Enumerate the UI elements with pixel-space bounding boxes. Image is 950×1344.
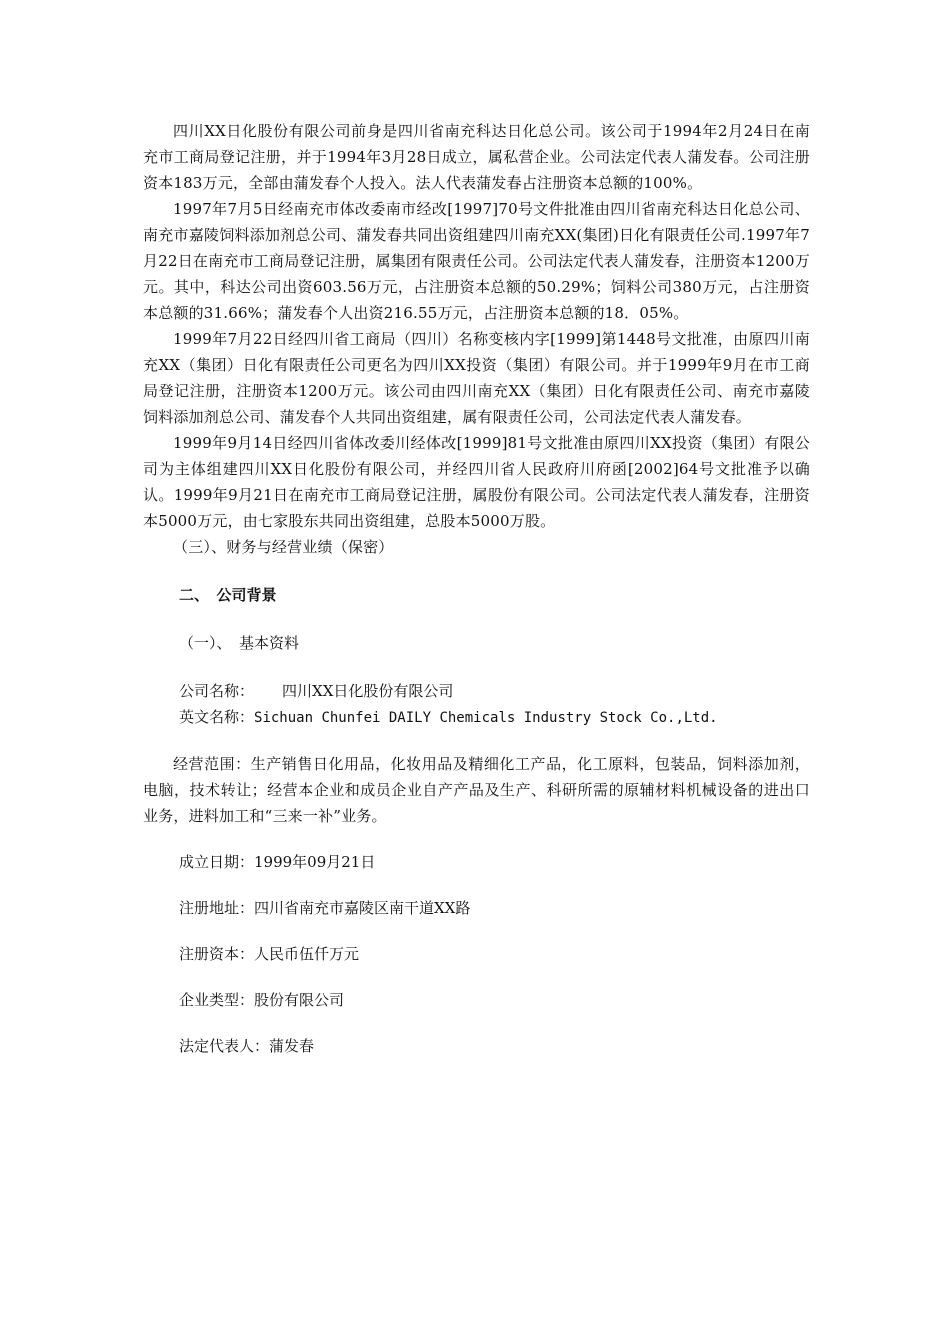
company-name-label: 公司名称： xyxy=(179,682,255,700)
registered-capital: 注册资本：人民币伍仟万元 xyxy=(179,945,360,963)
paragraph-finance-note: （三）、财务与经营业绩（保密） xyxy=(173,538,394,556)
paragraph-history-3: 1999年7月22日经四川省工商局（四川）名称变核内字[1999]第1448号文批准，由原四川南充XX（集团）日化有限责任公司更名为四川XX投资（集团）有限公司。并于1999年9月在市工商局登记注册，注册资本1200万元。该公司由四川南充XX（集团）日化有限责任公司、南充市嘉陵饲料添加剂总公司、蒲发春个人共同出资组建，属有限责任公司，公司法定代表人蒲发春。 xyxy=(143,330,810,426)
english-name-row xyxy=(143,704,810,731)
registered-address: 注册地址：四川省南充市嘉陵区南干道XX路 xyxy=(179,899,471,917)
subsection-heading-basic-info: （一）、 基本资料 xyxy=(179,634,300,652)
paragraph-history-2: 1997年7月5日经南充市体改委南市经改[1997]70号文件批准由四川省南充科达日化总公司、南充市嘉陵饲料添加剂总公司、蒲发春共同出资组建四川南充XX(集团)日化有限责任公司.1997年7月22日在南充市工商局登记注册，属集团有限责任公司。公司法定代表人蒲发春，注册资本1200万元。其中，科达公司出资603.56万元，占注册资本总额的50.29%；饲料公司380万元，占注册资本总额的31.66%；蒲发春个人出资216.55万元，占注册资本总额的18．05%。 xyxy=(143,200,810,322)
business-scope: 经营范围：生产销售日化用品，化妆用品及精细化工产品，化工原料，包装品，饲料添加剂，电脑，技术转让；经营本企业和成员企业自产产品及生产、科研所需的原辅材料机械设备的进出口业务，进料加工和“三来一补”业务。 xyxy=(143,755,810,825)
enterprise-type: 企业类型：股份有限公司 xyxy=(179,991,345,1009)
paragraph-history-1: 四川XX日化股份有限公司前身是四川省南充科达日化总公司。该公司于1994年2月24日在南充市工商局登记注册，并于1994年3月28日成立，属私营企业。公司法定代表人蒲发春。公司注册资本183万元，全部由蒲发春个人投入。法人代表蒲发春占注册资本总额的100%。 xyxy=(143,122,810,192)
english-name-label: 英文名称： xyxy=(179,708,255,726)
english-name-value: Sichuan Chunfei DAILY Chemicals Industry Stock Co.,Ltd. xyxy=(254,710,718,726)
company-name-row xyxy=(143,678,810,704)
legal-representative: 法定代表人：蒲发春 xyxy=(179,1037,315,1055)
document-page xyxy=(143,118,810,1059)
company-name-value: 四川XX日化股份有限公司 xyxy=(282,682,454,700)
paragraph-history-4: 1999年9月14日经四川省体改委川经体改[1999]81号文批准由原四川XX投资（集团）有限公司为主体组建四川XX日化股份有限公司，并经四川省人民政府川府函[2002]64号文批准予以确认。1999年9月21日在南充市工商局登记注册，属股份有限公司。公司法定代表人蒲发春，注册资本5000万元，由七家股东共同出资组建，总股本5000万股。 xyxy=(143,434,810,530)
founded-date: 成立日期：1999年09月21日 xyxy=(179,853,376,871)
section-heading-company-background: 二、 公司背景 xyxy=(179,586,277,604)
